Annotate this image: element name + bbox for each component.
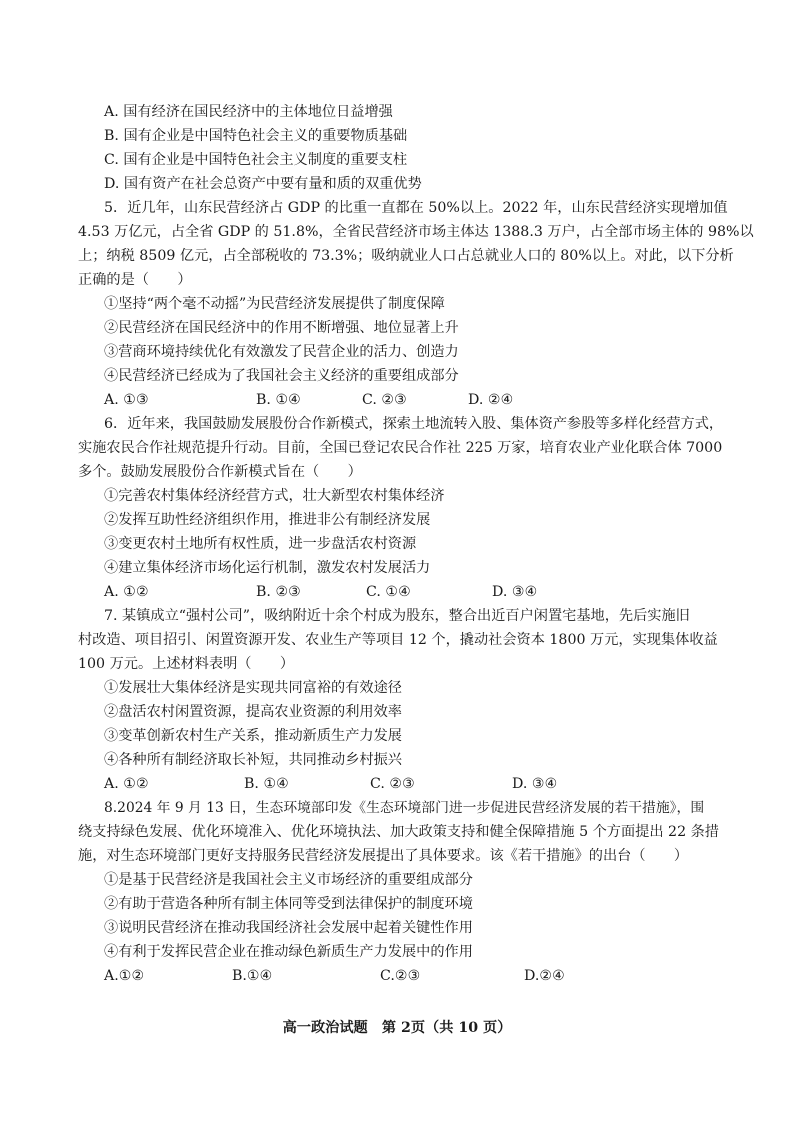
q4-option-a: A. 国有经济在国民经济中的主体地位日益增强 xyxy=(104,104,393,120)
q7-stem-line: 村改造、项目招引、闲置资源开发、农业生产等项目 12 个，撬动社会资本 1800 万元，实现集体收益 xyxy=(78,632,718,648)
q7-choice-d: D. ③④ xyxy=(512,776,558,792)
q8-statement-3: ③说明民营经济在推动我国经济社会发展中起着关键性作用 xyxy=(104,920,473,936)
q8-stem-line: 施，对生态环境部门更好支持服务民营经济发展提出了具体要求。该《若干措施》的出台（ ） xyxy=(78,848,689,864)
q5-choice-d: D. ②④ xyxy=(468,392,514,408)
q6-stem-line: 6．近年来，我国鼓励发展股份合作新模式，探索土地流转入股、集体资产参股等多样化经营方式， xyxy=(104,416,724,432)
q5-statement-2: ②民营经济在国民经济中的作用不断增强、地位显著上升 xyxy=(104,320,459,336)
q7-statement-3: ③变革创新农村生产关系，推动新质生产力发展 xyxy=(104,728,402,744)
q8-statement-4: ④有利于发挥民营企业在推动绿色新质生产力发展中的作用 xyxy=(104,944,473,960)
q6-statement-1: ①完善农村集体经济经营方式，壮大新型农村集体经济 xyxy=(104,488,445,504)
q7-statement-4: ④各种所有制经济取长补短，共同推动乡村振兴 xyxy=(104,752,402,768)
q4-option-d: D. 国有资产在社会总资产中要有量和质的双重优势 xyxy=(104,176,422,192)
q8-statement-2: ②有助于营造各种所有制主体同等受到法律保护的制度环境 xyxy=(104,896,473,912)
q4-option-b: B. 国有企业是中国特色社会主义的重要物质基础 xyxy=(104,128,408,144)
q5-stem-line: 5．近几年，山东民营经济占 GDP 的比重一直都在 50%以上。2022 年，山东民营经济实现增加值 xyxy=(104,200,728,216)
q8-stem-line: 绕支持绿色发展、优化环境准入、优化环境执法、加大政策支持和健全保障措施 5 个方面提出 22 条措 xyxy=(78,824,719,840)
q6-choice-c: C. ①④ xyxy=(366,584,411,600)
q6-stem-line: 多个。鼓励发展股份合作新模式旨在（ ） xyxy=(78,464,362,480)
q5-stem-line: 上；纳税 8509 亿元，占全部税收的 73.3%；吸纳就业人口占总就业人口的 80%以上。对此，以下分析 xyxy=(78,248,734,264)
q6-statement-2: ②发挥互助性经济组织作用，推进非公有制经济发展 xyxy=(104,512,431,528)
q8-choice-d: D.②④ xyxy=(524,968,565,984)
q8-choices xyxy=(104,964,744,988)
q6-statement-4: ④建立集体经济市场化运行机制，激发农村发展活力 xyxy=(104,560,431,576)
q5-choice-c: C. ②③ xyxy=(362,392,407,408)
q5-choices xyxy=(104,388,744,412)
q7-statement-2: ②盘活农村闲置资源，提高农业资源的利用效率 xyxy=(104,704,402,720)
q5-stem-line: 4.53 万亿元，占全省 GDP 的 51.8%，全省民营经济市场主体达 1388.3 万户，占全部市场主体的 98%以 xyxy=(78,224,754,240)
q5-stem-line: 正确的是（ ） xyxy=(78,272,192,288)
page-footer: 高一政治试题 第 2页（共 10 页） xyxy=(282,1020,512,1036)
q5-choice-a: A. ①③ xyxy=(104,392,149,408)
q5-statement-3: ③营商环境持续优化有效激发了民营企业的活力、创造力 xyxy=(104,344,459,360)
q7-choice-b: B. ①④ xyxy=(244,776,289,792)
q6-choice-a: A. ①② xyxy=(104,584,149,600)
q7-statement-1: ①发展壮大集体经济是实现共同富裕的有效途径 xyxy=(104,680,402,696)
q5-statement-1: ①坚持“两个毫不动摇”为民营经济发展提供了制度保障 xyxy=(104,296,445,312)
q8-choice-b: B.①④ xyxy=(232,968,273,984)
q5-statement-4: ④民营经济已经成为了我国社会主义经济的重要组成部分 xyxy=(104,368,459,384)
q7-stem-line: 7. 某镇成立“强村公司”，吸纳附近十余个村成为股东，整合出近百户闲置宅基地，先后实施旧 xyxy=(104,608,690,624)
q6-choices xyxy=(104,580,744,604)
q6-choice-b: B. ②③ xyxy=(256,584,301,600)
q8-choice-c: C.②③ xyxy=(380,968,421,984)
q4-option-c: C. 国有企业是中国特色社会主义制度的重要支柱 xyxy=(104,152,408,168)
q7-choices xyxy=(104,772,744,796)
q8-choice-a: A.①② xyxy=(104,968,145,984)
q6-choice-d: D. ③④ xyxy=(492,584,538,600)
q8-stem-line: 8.2024 年 9 月 13 日，生态环境部印发《生态环境部门进一步促进民营经济发展的若干措施》，围 xyxy=(104,800,705,816)
q6-statement-3: ③变更农村土地所有权性质，进一步盘活农村资源 xyxy=(104,536,417,552)
q5-choice-b: B. ①④ xyxy=(256,392,301,408)
q7-choice-c: C. ②③ xyxy=(370,776,415,792)
q7-stem-line: 100 万元。上述材料表明（ ） xyxy=(78,656,295,672)
q8-statement-1: ①是基于民营经济是我国社会主义市场经济的重要组成部分 xyxy=(104,872,473,888)
q7-choice-a: A. ①② xyxy=(104,776,149,792)
q6-stem-line: 实施农民合作社规范提升行动。目前，全国已登记农民合作社 225 万家，培育农业产业化联合体 7000 xyxy=(78,440,723,456)
